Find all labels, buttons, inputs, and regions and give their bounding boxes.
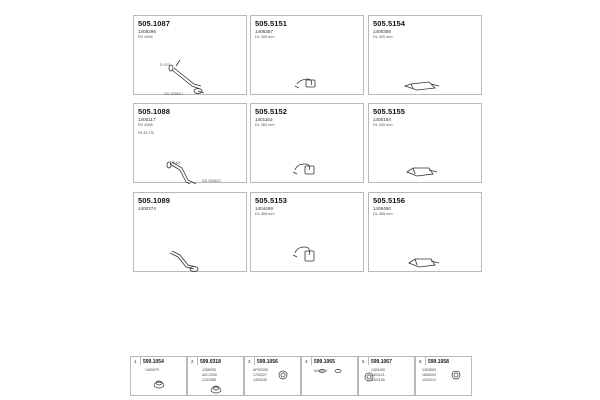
fitting-box-4[interactable] — [301, 356, 358, 396]
fitting-ref: 1258053 — [202, 368, 216, 372]
fitting-index: 4 — [305, 359, 308, 364]
oem-number: 1406357 — [255, 29, 273, 34]
fitting-box-1[interactable] — [130, 356, 187, 396]
part-card-505-5153[interactable] — [250, 192, 364, 272]
oem-number: 1405117 — [138, 117, 156, 122]
fitting-index: 1 — [134, 359, 137, 364]
fitting-index: 5 — [362, 359, 365, 364]
part-code: 505.1088 — [138, 107, 171, 116]
front-pipe-drawing — [134, 104, 248, 184]
part-card-505-1088[interactable] — [133, 103, 247, 183]
oem-number: 1406164 — [373, 117, 391, 122]
part-spec: FD 4068 — [138, 35, 153, 39]
part-card-505-1089[interactable] — [133, 192, 247, 272]
oem-number: 1405296 — [138, 29, 156, 34]
fitting-code: 599.1056 — [257, 359, 278, 365]
rear-silencer-drawing — [369, 104, 483, 184]
part-card-505-5151[interactable] — [250, 15, 364, 95]
silencer-drawing — [251, 104, 365, 184]
oem-number: 1401163 — [255, 117, 273, 122]
rear-silencer-drawing — [369, 193, 483, 273]
clamp-drawing — [416, 357, 473, 397]
fitting-code: 599.0318 — [200, 359, 221, 365]
part-card-505-5156[interactable] — [368, 192, 482, 272]
fitting-ref: 1405160 — [371, 368, 385, 372]
part-spec: DL 330 mm — [373, 123, 393, 127]
oem-number: 1404499 — [255, 206, 273, 211]
part-spec: DL 465 mm — [255, 212, 275, 216]
front-pipe-drawing — [134, 16, 248, 96]
fitting-ref: M10K50 — [314, 369, 328, 373]
fitting-ref: 1806200 — [422, 373, 436, 377]
clamp-drawing — [188, 357, 245, 397]
fitting-code: 599.1067 — [371, 359, 392, 365]
part-note: D2.KA — [170, 161, 181, 165]
part-spec: DL 305 mm — [255, 35, 275, 39]
fitting-box-2[interactable] — [187, 356, 244, 396]
intermediate-pipe-drawing — [134, 193, 248, 273]
fitting-box-3[interactable] — [244, 356, 301, 396]
part-card-505-5154[interactable] — [368, 15, 482, 95]
fitting-box-6[interactable] — [415, 356, 472, 396]
part-code: 505.5156 — [373, 196, 406, 205]
fitting-index: 2 — [191, 359, 194, 364]
part-code: 505.5153 — [255, 196, 288, 205]
clamp-drawing — [131, 357, 188, 397]
part-card-505-5152[interactable] — [250, 103, 364, 183]
part-note: D 070 — [160, 63, 170, 67]
fitting-box-5[interactable] — [358, 356, 415, 396]
fitting-ref: 1703227 — [253, 373, 267, 377]
clamp-drawing — [245, 357, 302, 397]
part-code: 505.5154 — [373, 19, 406, 28]
part-spec: DL 320 mm — [373, 35, 393, 39]
part-spec: DL 465 mm — [373, 212, 393, 216]
part-note: DD 2008/01 — [202, 179, 222, 183]
clamp-drawing — [359, 357, 416, 397]
part-code: 505.1087 — [138, 19, 171, 28]
fitting-code: 599.1065 — [314, 359, 335, 365]
fitting-ref: 1401155 — [371, 378, 385, 382]
part-code: 505.5155 — [373, 107, 406, 116]
oem-number: 1400274 — [138, 206, 156, 211]
fitting-ref: 1403440 — [253, 378, 267, 382]
fitting-ref: AP92005 — [253, 368, 268, 372]
gasket-drawing — [302, 357, 359, 397]
fitting-ref: 1401121 — [371, 373, 385, 377]
part-code: 505.5152 — [255, 107, 288, 116]
fitting-code: 599.1054 — [143, 359, 164, 365]
fitting-code: 599.1058 — [428, 359, 449, 365]
rear-silencer-drawing — [369, 16, 483, 96]
silencer-drawing — [251, 16, 365, 96]
part-note: FA 40.170 — [138, 131, 155, 135]
fitting-index: 6 — [419, 359, 422, 364]
fitting-ref: 1400075 — [145, 368, 159, 372]
fitting-ref: 1410212 — [422, 378, 436, 382]
oem-number: 1406450 — [373, 206, 391, 211]
fitting-index: 3 — [248, 359, 251, 364]
part-spec: DL 360 mm — [255, 123, 275, 127]
fitting-ref: 1231955 — [202, 378, 216, 382]
part-code: 505.1089 — [138, 196, 171, 205]
part-card-505-1087[interactable] — [133, 15, 247, 95]
fitting-ref: A2C2030 — [202, 373, 217, 377]
part-spec: FD 4068 — [138, 123, 153, 127]
silencer-drawing — [251, 193, 365, 273]
part-note: DD 2008/01 — [164, 92, 184, 96]
part-code: 505.5151 — [255, 19, 288, 28]
fitting-ref: 1403553 — [422, 368, 436, 372]
part-card-505-5155[interactable] — [368, 103, 482, 183]
oem-number: 1406358 — [373, 29, 391, 34]
